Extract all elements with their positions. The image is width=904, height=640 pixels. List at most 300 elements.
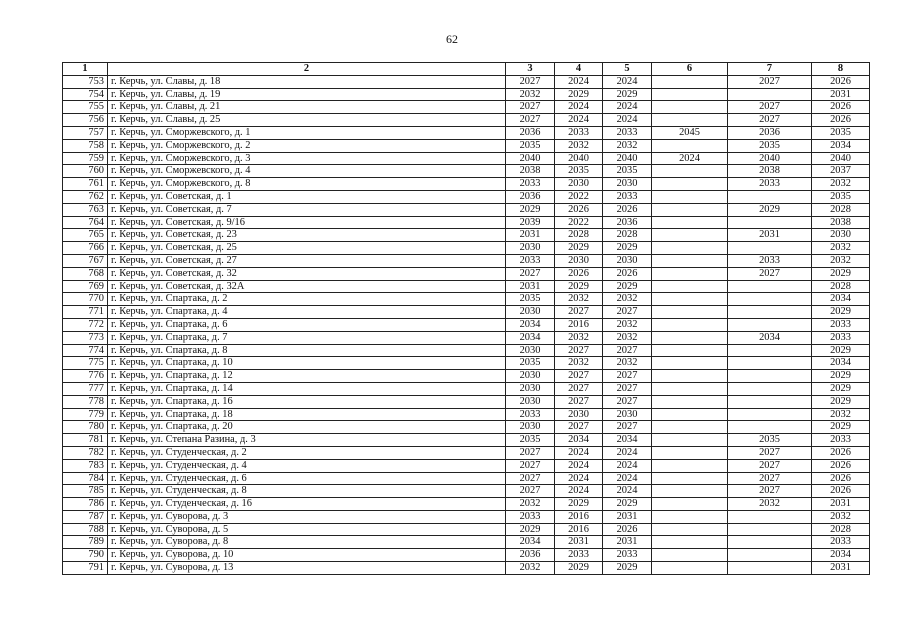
col8-cell: 2026 (812, 446, 870, 459)
row-number-cell: 780 (63, 421, 108, 434)
col5-cell: 2027 (603, 395, 652, 408)
col6-cell (652, 421, 728, 434)
col5-cell: 2029 (603, 88, 652, 101)
table-row (63, 216, 870, 229)
col3-cell: 2027 (506, 75, 555, 88)
address-cell: г. Керчь, ул. Советская, д. 23 (108, 229, 506, 242)
col8-cell: 2026 (812, 485, 870, 498)
col6-cell (652, 408, 728, 421)
row-number-cell: 759 (63, 152, 108, 165)
table-row (63, 242, 870, 255)
col3-cell: 2039 (506, 216, 555, 229)
row-number-cell: 774 (63, 344, 108, 357)
col7-cell: 2033 (728, 254, 812, 267)
col7-cell (728, 510, 812, 523)
col7-cell: 2027 (728, 485, 812, 498)
col5-cell: 2030 (603, 254, 652, 267)
col8-cell: 2034 (812, 293, 870, 306)
table-row (63, 139, 870, 152)
col4-cell: 2031 (555, 536, 603, 549)
col3-cell: 2027 (506, 459, 555, 472)
col3-cell: 2033 (506, 254, 555, 267)
col5-cell: 2036 (603, 216, 652, 229)
row-number-cell: 778 (63, 395, 108, 408)
col3-cell: 2035 (506, 357, 555, 370)
col3-cell: 2033 (506, 178, 555, 191)
col5-cell: 2027 (603, 421, 652, 434)
address-cell: г. Керчь, ул. Спартака, д. 16 (108, 395, 506, 408)
col8-cell: 2031 (812, 562, 870, 575)
address-cell: г. Керчь, ул. Суворова, д. 13 (108, 562, 506, 575)
row-number-cell: 786 (63, 498, 108, 511)
column-header: 8 (812, 63, 870, 76)
table-row (63, 498, 870, 511)
column-header: 6 (652, 63, 728, 76)
col8-cell: 2032 (812, 178, 870, 191)
column-header: 5 (603, 63, 652, 76)
col4-cell: 2030 (555, 254, 603, 267)
column-header: 7 (728, 63, 812, 76)
col5-cell: 2032 (603, 139, 652, 152)
col3-cell: 2034 (506, 331, 555, 344)
address-cell: г. Керчь, ул. Сморжевского, д. 2 (108, 139, 506, 152)
col4-cell: 2030 (555, 178, 603, 191)
col5-cell: 2027 (603, 382, 652, 395)
row-number-cell: 784 (63, 472, 108, 485)
col5-cell: 2026 (603, 523, 652, 536)
col8-cell: 2026 (812, 114, 870, 127)
col7-cell (728, 280, 812, 293)
col8-cell: 2029 (812, 370, 870, 383)
col6-cell (652, 318, 728, 331)
col6-cell (652, 536, 728, 549)
col4-cell: 2024 (555, 472, 603, 485)
col3-cell: 2031 (506, 229, 555, 242)
col7-cell: 2027 (728, 114, 812, 127)
address-cell: г. Керчь, ул. Славы, д. 25 (108, 114, 506, 127)
col8-cell: 2037 (812, 165, 870, 178)
address-cell: г. Керчь, ул. Славы, д. 18 (108, 75, 506, 88)
col3-cell: 2029 (506, 203, 555, 216)
col6-cell (652, 510, 728, 523)
col8-cell: 2038 (812, 216, 870, 229)
col4-cell: 2033 (555, 126, 603, 139)
col6-cell (652, 229, 728, 242)
col3-cell: 2030 (506, 421, 555, 434)
table-row (63, 536, 870, 549)
table-row (63, 357, 870, 370)
col6-cell (652, 344, 728, 357)
col6-cell (652, 498, 728, 511)
col4-cell: 2024 (555, 114, 603, 127)
col3-cell: 2032 (506, 88, 555, 101)
col8-cell: 2028 (812, 280, 870, 293)
table-row (63, 510, 870, 523)
col4-cell: 2032 (555, 139, 603, 152)
col5-cell: 2024 (603, 114, 652, 127)
row-number-cell: 790 (63, 549, 108, 562)
col3-cell: 2030 (506, 370, 555, 383)
col6-cell (652, 485, 728, 498)
col8-cell: 2031 (812, 88, 870, 101)
col7-cell (728, 306, 812, 319)
col5-cell: 2032 (603, 331, 652, 344)
address-cell: г. Керчь, ул. Сморжевского, д. 4 (108, 165, 506, 178)
col6-cell (652, 190, 728, 203)
col5-cell: 2027 (603, 370, 652, 383)
col8-cell: 2032 (812, 254, 870, 267)
address-cell: г. Керчь, ул. Советская, д. 25 (108, 242, 506, 255)
row-number-cell: 772 (63, 318, 108, 331)
col5-cell: 2032 (603, 357, 652, 370)
col7-cell: 2027 (728, 472, 812, 485)
table-header (63, 63, 870, 76)
col3-cell: 2030 (506, 306, 555, 319)
col4-cell: 2040 (555, 152, 603, 165)
col3-cell: 2030 (506, 242, 555, 255)
col7-cell (728, 421, 812, 434)
col4-cell: 2027 (555, 395, 603, 408)
col3-cell: 2036 (506, 190, 555, 203)
col6-cell: 2024 (652, 152, 728, 165)
col4-cell: 2029 (555, 498, 603, 511)
col5-cell: 2032 (603, 318, 652, 331)
col4-cell: 2024 (555, 485, 603, 498)
col7-cell: 2036 (728, 126, 812, 139)
table-row (63, 421, 870, 434)
table-row (63, 370, 870, 383)
col8-cell: 2032 (812, 510, 870, 523)
col4-cell: 2030 (555, 408, 603, 421)
col6-cell (652, 75, 728, 88)
col6-cell (652, 306, 728, 319)
col7-cell (728, 395, 812, 408)
col7-cell: 2034 (728, 331, 812, 344)
col4-cell: 2029 (555, 562, 603, 575)
table-row (63, 434, 870, 447)
address-cell: г. Керчь, ул. Советская, д. 32А (108, 280, 506, 293)
col8-cell: 2028 (812, 203, 870, 216)
col8-cell: 2031 (812, 498, 870, 511)
col5-cell: 2026 (603, 203, 652, 216)
column-header: 4 (555, 63, 603, 76)
col5-cell: 2032 (603, 293, 652, 306)
col5-cell: 2028 (603, 229, 652, 242)
col6-cell (652, 178, 728, 191)
column-header: 3 (506, 63, 555, 76)
col5-cell: 2033 (603, 549, 652, 562)
table-row (63, 331, 870, 344)
address-cell: г. Керчь, ул. Советская, д. 27 (108, 254, 506, 267)
col8-cell: 2026 (812, 472, 870, 485)
col4-cell: 2027 (555, 306, 603, 319)
col5-cell: 2029 (603, 280, 652, 293)
col5-cell: 2034 (603, 434, 652, 447)
col4-cell: 2022 (555, 190, 603, 203)
col3-cell: 2027 (506, 101, 555, 114)
row-number-cell: 755 (63, 101, 108, 114)
col5-cell: 2029 (603, 562, 652, 575)
col6-cell (652, 446, 728, 459)
col7-cell (728, 293, 812, 306)
row-number-cell: 785 (63, 485, 108, 498)
col4-cell: 2022 (555, 216, 603, 229)
row-number-cell: 760 (63, 165, 108, 178)
col3-cell: 2027 (506, 267, 555, 280)
col5-cell: 2040 (603, 152, 652, 165)
col5-cell: 2030 (603, 408, 652, 421)
table-row (63, 306, 870, 319)
col3-cell: 2040 (506, 152, 555, 165)
col4-cell: 2024 (555, 101, 603, 114)
address-cell: г. Керчь, ул. Спартака, д. 4 (108, 306, 506, 319)
row-number-cell: 773 (63, 331, 108, 344)
col7-cell: 2029 (728, 203, 812, 216)
col3-cell: 2034 (506, 536, 555, 549)
col8-cell: 2032 (812, 408, 870, 421)
col5-cell: 2026 (603, 267, 652, 280)
table-row (63, 344, 870, 357)
address-cell: г. Керчь, ул. Спартака, д. 2 (108, 293, 506, 306)
table-row (63, 203, 870, 216)
col3-cell: 2027 (506, 114, 555, 127)
col7-cell (728, 318, 812, 331)
col4-cell: 2024 (555, 75, 603, 88)
col3-cell: 2027 (506, 485, 555, 498)
col5-cell: 2027 (603, 306, 652, 319)
address-cell: г. Керчь, ул. Суворова, д. 8 (108, 536, 506, 549)
col4-cell: 2033 (555, 549, 603, 562)
address-cell: г. Керчь, ул. Сморжевского, д. 1 (108, 126, 506, 139)
table-row (63, 562, 870, 575)
address-cell: г. Керчь, ул. Советская, д. 7 (108, 203, 506, 216)
col7-cell: 2032 (728, 498, 812, 511)
col7-cell: 2027 (728, 459, 812, 472)
col7-cell: 2027 (728, 75, 812, 88)
col3-cell: 2027 (506, 446, 555, 459)
row-number-cell: 758 (63, 139, 108, 152)
col6-cell (652, 267, 728, 280)
col7-cell (728, 562, 812, 575)
address-cell: г. Керчь, ул. Студенческая, д. 2 (108, 446, 506, 459)
row-number-cell: 789 (63, 536, 108, 549)
col7-cell: 2040 (728, 152, 812, 165)
col8-cell: 2040 (812, 152, 870, 165)
col8-cell: 2034 (812, 357, 870, 370)
col6-cell (652, 254, 728, 267)
row-number-cell: 787 (63, 510, 108, 523)
col8-cell: 2028 (812, 523, 870, 536)
col8-cell: 2026 (812, 101, 870, 114)
row-number-cell: 763 (63, 203, 108, 216)
col5-cell: 2035 (603, 165, 652, 178)
table-row (63, 152, 870, 165)
address-cell: г. Керчь, ул. Сморжевского, д. 3 (108, 152, 506, 165)
table-row (63, 472, 870, 485)
row-number-cell: 767 (63, 254, 108, 267)
address-cell: г. Керчь, ул. Спартака, д. 10 (108, 357, 506, 370)
col3-cell: 2036 (506, 126, 555, 139)
row-number-cell: 764 (63, 216, 108, 229)
col3-cell: 2032 (506, 498, 555, 511)
row-number-cell: 775 (63, 357, 108, 370)
col8-cell: 2029 (812, 421, 870, 434)
schedule-table (62, 62, 870, 575)
col8-cell: 2033 (812, 331, 870, 344)
address-cell: г. Керчь, ул. Суворова, д. 3 (108, 510, 506, 523)
col7-cell (728, 242, 812, 255)
table-row (63, 549, 870, 562)
address-cell: г. Керчь, ул. Спартака, д. 12 (108, 370, 506, 383)
page-number: 62 (446, 32, 458, 46)
table-row (63, 318, 870, 331)
col7-cell: 2027 (728, 446, 812, 459)
col6-cell (652, 203, 728, 216)
col4-cell: 2026 (555, 203, 603, 216)
address-cell: г. Керчь, ул. Советская, д. 1 (108, 190, 506, 203)
table-row (63, 446, 870, 459)
col7-cell (728, 216, 812, 229)
col3-cell: 2038 (506, 165, 555, 178)
col7-cell: 2027 (728, 267, 812, 280)
row-number-cell: 771 (63, 306, 108, 319)
col5-cell: 2033 (603, 190, 652, 203)
table-row (63, 459, 870, 472)
col6-cell (652, 472, 728, 485)
col5-cell: 2024 (603, 101, 652, 114)
table-row (63, 126, 870, 139)
row-number-cell: 770 (63, 293, 108, 306)
col7-cell: 2038 (728, 165, 812, 178)
col8-cell: 2026 (812, 459, 870, 472)
col4-cell: 2032 (555, 331, 603, 344)
col8-cell: 2029 (812, 382, 870, 395)
row-number-cell: 783 (63, 459, 108, 472)
col5-cell: 2031 (603, 510, 652, 523)
col5-cell: 2027 (603, 344, 652, 357)
col7-cell (728, 357, 812, 370)
col3-cell: 2033 (506, 408, 555, 421)
col6-cell (652, 101, 728, 114)
col5-cell: 2024 (603, 446, 652, 459)
col5-cell: 2024 (603, 485, 652, 498)
col6-cell (652, 370, 728, 383)
col6-cell (652, 434, 728, 447)
col3-cell: 2036 (506, 549, 555, 562)
row-number-cell: 754 (63, 88, 108, 101)
col7-cell: 2031 (728, 229, 812, 242)
table-row (63, 88, 870, 101)
col4-cell: 2029 (555, 242, 603, 255)
col7-cell (728, 408, 812, 421)
address-cell: г. Керчь, ул. Советская, д. 32 (108, 267, 506, 280)
col3-cell: 2033 (506, 510, 555, 523)
col4-cell: 2029 (555, 88, 603, 101)
col6-cell (652, 88, 728, 101)
col6-cell (652, 139, 728, 152)
col5-cell: 2029 (603, 498, 652, 511)
col7-cell (728, 536, 812, 549)
col7-cell (728, 88, 812, 101)
col8-cell: 2029 (812, 395, 870, 408)
col4-cell: 2029 (555, 280, 603, 293)
col4-cell: 2027 (555, 344, 603, 357)
col8-cell: 2033 (812, 434, 870, 447)
address-cell: г. Керчь, ул. Спартака, д. 7 (108, 331, 506, 344)
address-cell: г. Керчь, ул. Советская, д. 9/16 (108, 216, 506, 229)
row-number-cell: 776 (63, 370, 108, 383)
col7-cell (728, 344, 812, 357)
col3-cell: 2031 (506, 280, 555, 293)
col8-cell: 2035 (812, 190, 870, 203)
col6-cell (652, 114, 728, 127)
table-row (63, 485, 870, 498)
col4-cell: 2026 (555, 267, 603, 280)
row-number-cell: 777 (63, 382, 108, 395)
row-number-cell: 768 (63, 267, 108, 280)
col4-cell: 2027 (555, 370, 603, 383)
address-cell: г. Керчь, ул. Степана Разина, д. 3 (108, 434, 506, 447)
col8-cell: 2029 (812, 306, 870, 319)
col5-cell: 2031 (603, 536, 652, 549)
address-cell: г. Керчь, ул. Сморжевского, д. 8 (108, 178, 506, 191)
table-row (63, 382, 870, 395)
col7-cell: 2027 (728, 101, 812, 114)
col3-cell: 2030 (506, 395, 555, 408)
col3-cell: 2027 (506, 472, 555, 485)
column-header: 2 (108, 63, 506, 76)
table-row (63, 165, 870, 178)
col6-cell (652, 280, 728, 293)
col4-cell: 2035 (555, 165, 603, 178)
col7-cell: 2035 (728, 434, 812, 447)
col7-cell (728, 190, 812, 203)
col6-cell (652, 216, 728, 229)
table-row (63, 395, 870, 408)
col5-cell: 2030 (603, 178, 652, 191)
address-cell: г. Керчь, ул. Суворова, д. 5 (108, 523, 506, 536)
column-header: 1 (63, 63, 108, 76)
address-cell: г. Керчь, ул. Спартака, д. 18 (108, 408, 506, 421)
col5-cell: 2024 (603, 472, 652, 485)
table-row (63, 408, 870, 421)
col3-cell: 2035 (506, 293, 555, 306)
col8-cell: 2030 (812, 229, 870, 242)
col6-cell: 2045 (652, 126, 728, 139)
table-row (63, 101, 870, 114)
row-number-cell: 762 (63, 190, 108, 203)
col4-cell: 2032 (555, 293, 603, 306)
col8-cell: 2029 (812, 344, 870, 357)
col6-cell (652, 549, 728, 562)
col7-cell (728, 549, 812, 562)
table-row (63, 267, 870, 280)
table-body (63, 75, 870, 574)
col7-cell (728, 382, 812, 395)
row-number-cell: 782 (63, 446, 108, 459)
col8-cell: 2034 (812, 549, 870, 562)
address-cell: г. Керчь, ул. Студенческая, д. 8 (108, 485, 506, 498)
col7-cell: 2033 (728, 178, 812, 191)
row-number-cell: 765 (63, 229, 108, 242)
col8-cell: 2034 (812, 139, 870, 152)
address-cell: г. Керчь, ул. Славы, д. 21 (108, 101, 506, 114)
address-cell: г. Керчь, ул. Суворова, д. 10 (108, 549, 506, 562)
col3-cell: 2035 (506, 434, 555, 447)
col6-cell (652, 165, 728, 178)
table-row (63, 293, 870, 306)
col8-cell: 2033 (812, 536, 870, 549)
